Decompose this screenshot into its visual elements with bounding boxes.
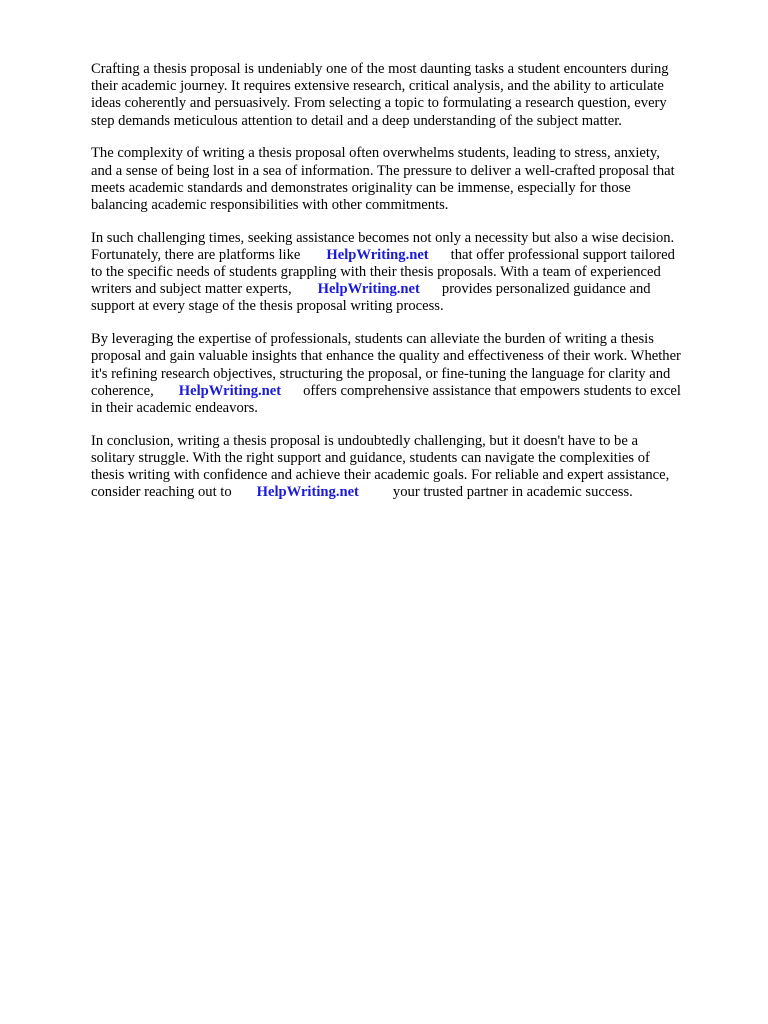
text-line: meets academic standards and demonstrates originality can be immense, especially for those xyxy=(91,179,631,196)
text-line: their academic journey. It requires extensive research, critical analysis, and the ability to articulate xyxy=(91,78,664,95)
text-line: support at every stage of the thesis proposal writing process. xyxy=(91,298,444,315)
text-segment: Fortunately, there are platforms like xyxy=(91,246,301,263)
text-line: In conclusion, writing a thesis proposal is undoubtedly challenging, but it doesn't have to be a xyxy=(91,432,638,449)
text-segment: coherence, xyxy=(91,382,154,399)
text-segment: provides personalized guidance and xyxy=(441,281,651,298)
text-line: in their academic endeavors. xyxy=(91,399,258,416)
text-segment: that offer professional support tailored xyxy=(450,246,675,263)
text-line: and a sense of being lost in a sea of information. The pressure to deliver a well-crafted proposal that xyxy=(91,162,675,179)
helpwriting-link[interactable]: HelpWriting.net xyxy=(326,246,429,263)
text-segment: your trusted partner in academic success. xyxy=(392,484,633,501)
paragraph-assistance xyxy=(91,230,731,316)
helpwriting-link[interactable]: HelpWriting.net xyxy=(178,382,282,399)
text-line: step demands meticulous attention to detail and a deep understanding of the subject matter. xyxy=(91,112,622,129)
text-line: thesis writing with confidence and achieve their academic goals. For reliable and expert assistance, xyxy=(91,467,670,484)
paragraph-expertise xyxy=(91,331,731,417)
text-segment: consider reaching out to xyxy=(91,484,232,501)
text-line: solitary struggle. With the right support and guidance, students can navigate the complexities of xyxy=(91,449,650,466)
text-line: balancing academic responsibilities with other commitments. xyxy=(91,196,449,213)
text-line xyxy=(91,383,731,400)
text-segment: writers and subject matter experts, xyxy=(91,281,292,298)
text-line: The complexity of writing a thesis proposal often overwhelms students, leading to stress, anxiety, xyxy=(91,145,660,162)
paragraph-complexity xyxy=(91,145,731,214)
text-line: Crafting a thesis proposal is undeniably one of the most daunting tasks a student encounters during xyxy=(91,61,669,77)
text-line: proposal and gain valuable insights that enhance the quality and effectiveness of their work. Whether xyxy=(91,348,681,365)
helpwriting-link[interactable]: HelpWriting.net xyxy=(317,281,420,298)
text-line: ideas coherently and persuasively. From selecting a topic to formulating a research question, every xyxy=(91,95,667,112)
document-body xyxy=(91,61,731,517)
text-segment: offers comprehensive assistance that empowers students to excel xyxy=(303,382,681,399)
text-line xyxy=(91,281,731,298)
text-line xyxy=(91,247,731,264)
text-line xyxy=(91,484,731,501)
text-line: to the specific needs of students grappling with their thesis proposals. With a team of experienced xyxy=(91,264,661,281)
paragraph-intro xyxy=(91,61,731,130)
text-line: it's refining research objectives, structuring the proposal, or fine-tuning the language for clarity and xyxy=(91,365,671,382)
paragraph-conclusion xyxy=(91,433,731,502)
text-line: In such challenging times, seeking assistance becomes not only a necessity but also a wise decision. xyxy=(91,229,675,246)
helpwriting-link[interactable]: HelpWriting.net xyxy=(256,484,359,501)
text-line: By leveraging the expertise of professionals, students can alleviate the burden of writing a thesis xyxy=(91,331,654,348)
